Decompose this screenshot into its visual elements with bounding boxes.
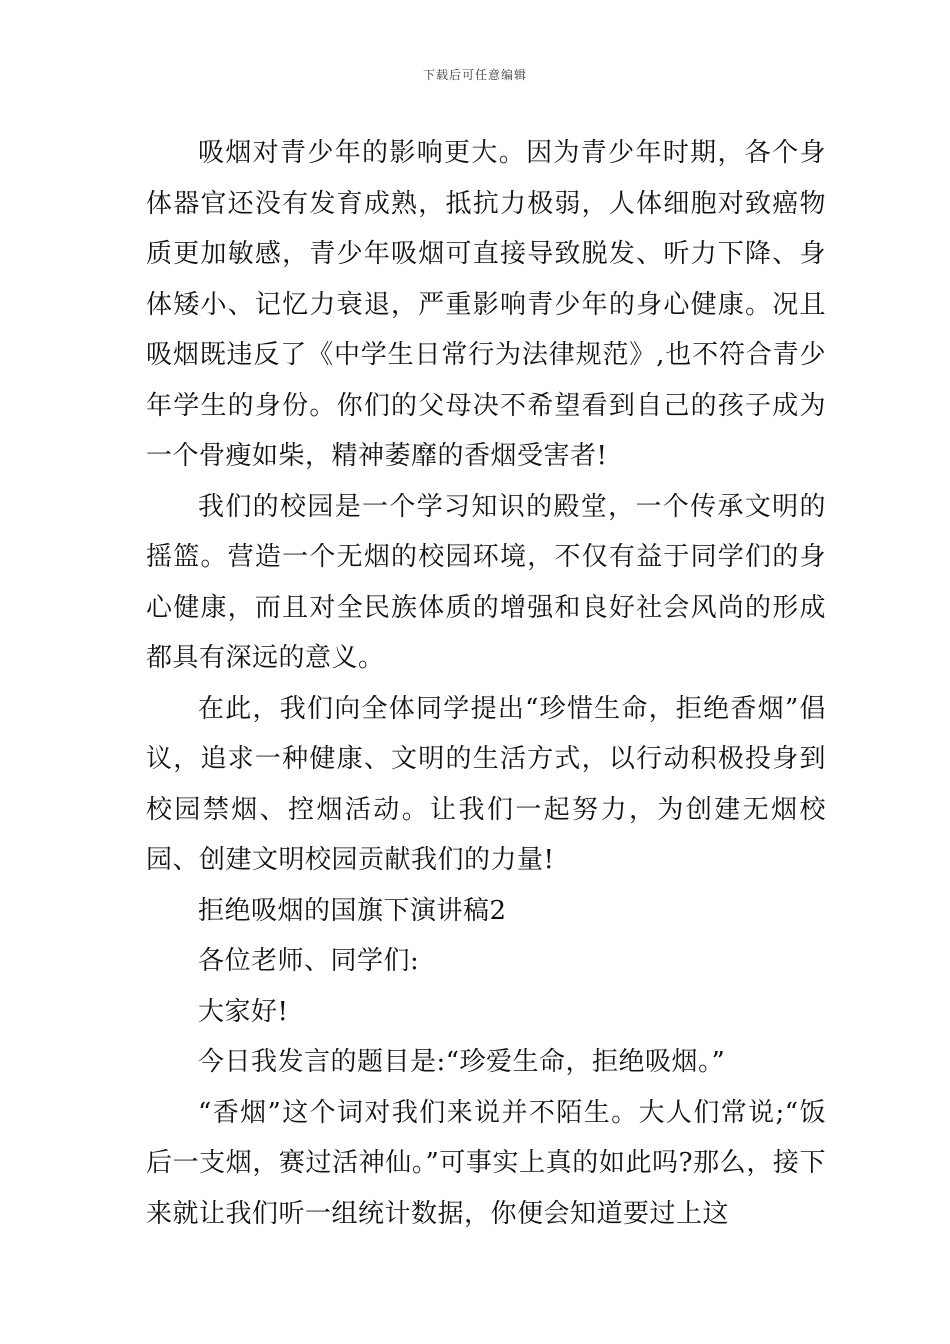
paragraph-initiative: 在此，我们向全体同学提出“珍惜生命，拒绝香烟”倡议，追求一种健康、文明的生活方式，以行动积极投身到校园禁烟、控烟活动。让我们一起努力，为创建无烟校园、创建文明校园贡献我们的力量!: [146, 693, 826, 875]
speech-greeting: 大家好!: [198, 996, 289, 1027]
paragraph-smoking-effects-youth: 吸烟对青少年的影响更大。因为青少年时期，各个身体器官还没有发育成熟，抵抗力极弱，人体细胞对致癌物质更加敏感，青少年吸烟可直接导致脱发、听力下降、身体矮小、记忆力衰退，严重影响青少年的身心健康。况且吸烟既违反了《中学生日常行为法律规范》,也不符合青少年学生的身份。你们的父母决不希望看到自己的孩子成为一个骨瘦如柴，精神萎靡的香烟受害者!: [146, 138, 826, 471]
paragraph-campus-environment: 我们的校园是一个学习知识的殿堂，一个传承文明的摇篮。营造一个无烟的校园环境，不仅有益于同学们的身心健康，而且对全民族体质的增强和良好社会风尚的形成都具有深远的意义。: [146, 491, 826, 673]
document-body: [146, 128, 826, 1239]
page-header-note: 下载后可任意编辑: [422, 68, 527, 82]
paragraph-cigarette-intro: “香烟”这个词对我们来说并不陌生。大人们常说;“饭后一支烟，赛过活神仙。”可事实上真的如此吗?那么，接下来就让我们听一组统计数据，你便会知道要过上这: [146, 1097, 826, 1229]
speech-salutation: 各位老师、同学们:: [198, 946, 420, 976]
speech-topic: 今日我发言的题目是:“珍爱生命，拒绝吸烟。”: [198, 1047, 726, 1077]
speech-title: 拒绝吸烟的国旗下演讲稿2: [198, 895, 507, 926]
